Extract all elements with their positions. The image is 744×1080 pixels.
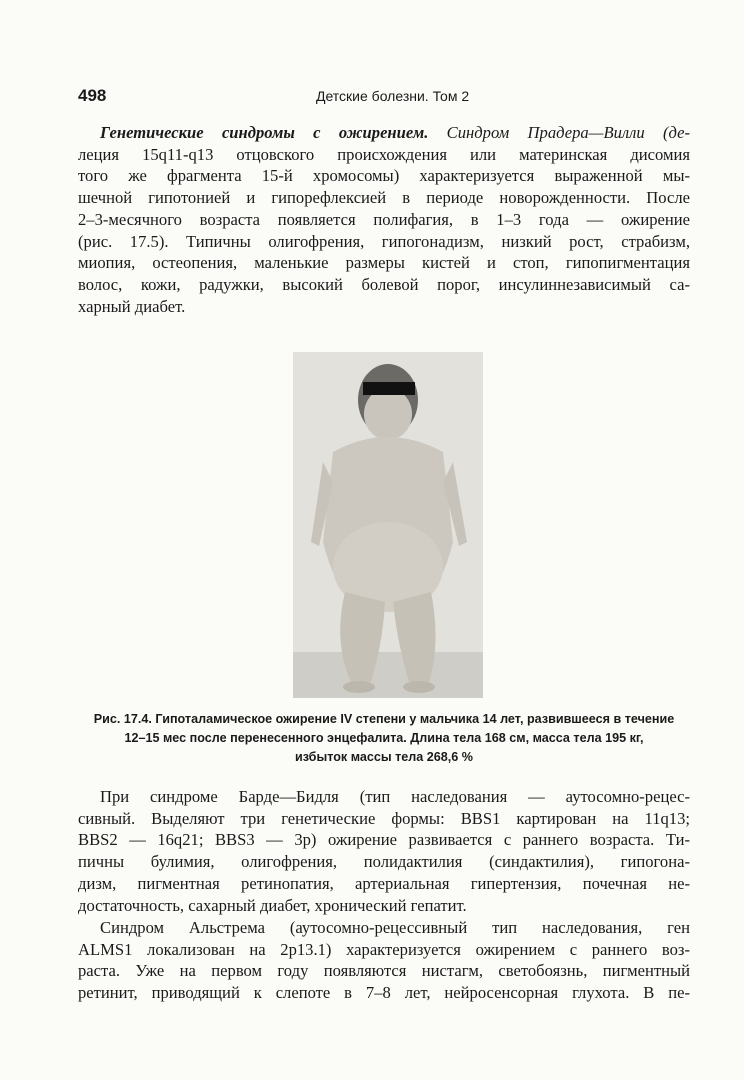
- text-line: При синдроме Барде—Бидля (тип наследования — аутосомно-рецес-: [100, 787, 690, 806]
- text-line: шечной гипотонией и гипорефлексией в периоде новорожденности. После: [78, 188, 690, 208]
- caption-label: Рис. 17.4.: [93, 712, 152, 726]
- text-line: раста. Уже на первом году появляются нистагм, светобоязнь, пигментный: [78, 961, 690, 981]
- text-line: леция 15q11-q13 отцовского происхождения или материнская дисомия: [78, 144, 690, 164]
- text-line: миопия, остеопения, маленькие размеры кистей и стоп, гипопигментация: [78, 253, 690, 273]
- text-line: того же фрагмента 15-й хромосомы) характеризуется выраженной мы-: [78, 166, 690, 186]
- paragraph-bardet-biedl: [78, 786, 690, 916]
- text-line: 2–3-месячного возраста появляется полифагия, в 1–3 года — ожирение: [78, 209, 690, 229]
- text-line: достаточность, сахарный диабет, хронический гепатит.: [78, 895, 467, 915]
- text-line: BBS2 — 16q21; BBS3 — 3p) ожирение развивается с раннего возраста. Ти-: [78, 830, 690, 850]
- text-line: (рис. 17.5). Типичны олигофрения, гипогонадизм, низкий рост, страбизм,: [78, 231, 690, 251]
- patient-photo-image: [293, 352, 483, 698]
- figure-caption: [78, 710, 690, 767]
- text-line: харный диабет.: [78, 296, 186, 316]
- page-header: [78, 86, 690, 110]
- paragraph-genetic-syndromes: [78, 122, 690, 317]
- caption-line: 12–15 мес после перенесенного энцефалита. Длина тела 168 см, масса тела 195 кг,: [124, 731, 644, 745]
- running-title: Детские болезни. Том 2: [316, 88, 470, 104]
- text-line: Синдром Альстрема (аутосомно-рецессивный тип наследования, ген: [100, 918, 690, 937]
- text-line: ALMS1 локализован на 2p13.1) характеризуется ожирением с раннего воз-: [78, 939, 690, 959]
- caption-line: Рис. 17.4. Гипоталамическое ожирение IV степени у мальчика 14 лет, развившееся в течение: [93, 712, 675, 726]
- page-number: 498: [78, 86, 107, 105]
- section-heading: Генетические синдромы с ожирением.: [100, 123, 429, 142]
- text-line: пичны булимия, олигофрения, полидактилия (синдактилия), гипогона-: [78, 852, 690, 872]
- text-line: дизм, пигментная ретинопатия, артериальная гипертензия, почечная не-: [78, 873, 690, 893]
- caption-line: избыток массы тела 268,6 %: [294, 750, 474, 764]
- text-line: Генетические синдромы с ожирением. Синдром Прадера—Вилли (де-: [100, 123, 690, 142]
- text-line: волос, кожи, радужки, высокий болевой порог, инсулиннезависимый са-: [78, 274, 690, 294]
- text-line: ретинит, приводящий к слепоте в 7–8 лет, нейросенсорная глухота. В пе-: [78, 983, 690, 1003]
- paragraph-alstrom: [78, 917, 690, 1004]
- text-line: сивный. Выделяют три генетические формы: BBS1 картирован на 11q13;: [78, 808, 690, 828]
- figure-photo-obesity: [293, 352, 483, 698]
